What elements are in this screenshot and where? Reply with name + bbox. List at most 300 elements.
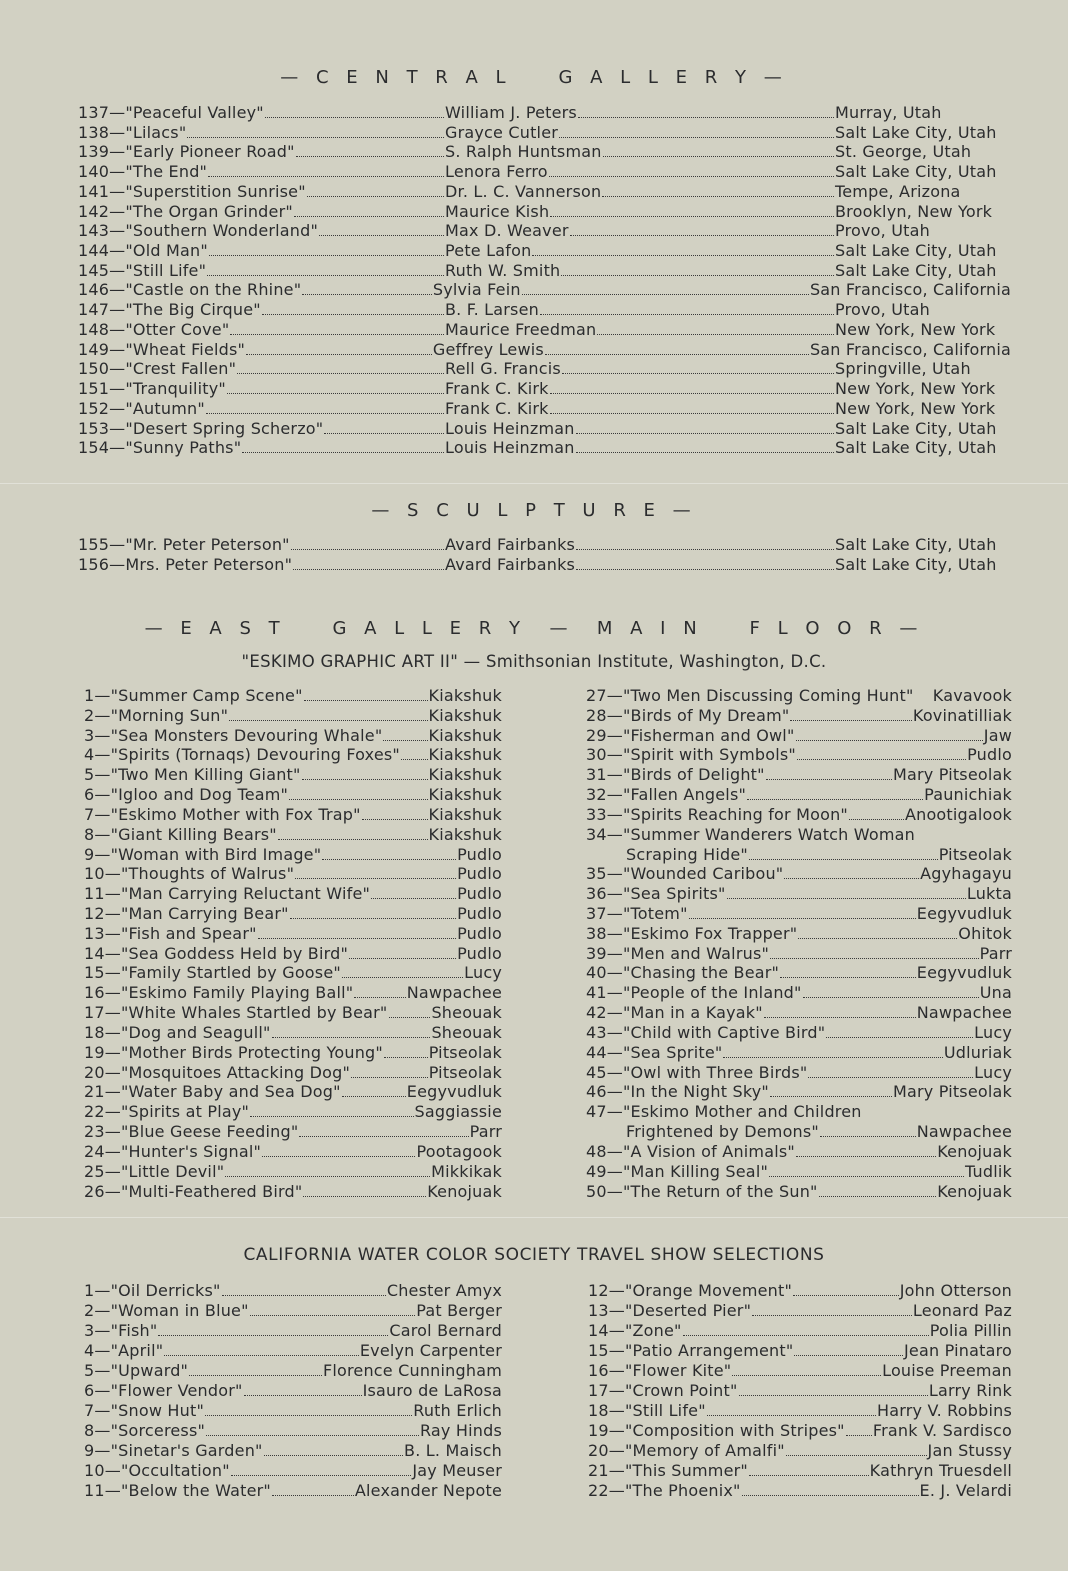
entry-place: San Francisco, California xyxy=(809,339,1011,359)
entry-artist: Avard Fairbanks xyxy=(445,535,576,554)
catalog-entry xyxy=(586,1003,1012,1023)
entry-place: Provo, Utah xyxy=(835,300,930,320)
entry-title: 1—"Summer Camp Scene" xyxy=(84,686,303,705)
dot-leader xyxy=(244,1382,362,1396)
dot-leader xyxy=(576,556,834,570)
catalog-entry xyxy=(84,706,502,726)
catalog-entry xyxy=(588,1481,1012,1501)
entry-title: 43—"Child with Captive Bird" xyxy=(586,1022,826,1042)
dot-leader xyxy=(752,1302,912,1316)
catalog-entry xyxy=(84,1162,502,1182)
entry-title: 156—Mrs. Peter Peterson" xyxy=(78,555,293,574)
catalog-entry xyxy=(78,300,1011,320)
entry-artist: Nawpachee xyxy=(916,1003,1012,1023)
central-gallery-heading: — C E N T R A L G A L L E R Y — xyxy=(280,67,788,88)
catalog-entry xyxy=(588,1341,1012,1361)
dot-leader xyxy=(206,400,444,414)
entry-artist: Pudlo xyxy=(457,904,502,924)
catalog-entry xyxy=(586,884,1012,904)
entry-artist: Tudlik xyxy=(965,1161,1012,1181)
entry-artist: B. L. Maisch xyxy=(404,1440,502,1460)
entry-artist: Ruth Erlich xyxy=(413,1400,502,1420)
dot-leader xyxy=(371,885,456,899)
entry-title: 5—"Two Men Killing Giant" xyxy=(84,765,301,785)
entry-artist: Pudlo xyxy=(967,745,1012,765)
entry-title: 7—"Snow Hut" xyxy=(84,1400,205,1420)
entry-title: 21—"This Summer" xyxy=(588,1460,748,1480)
dot-leader xyxy=(550,400,834,414)
catalog-entry xyxy=(586,745,1012,765)
entry-title: 139—"Early Pioneer Road" xyxy=(78,142,295,162)
entry-title: 3—"Sea Monsters Devouring Whale" xyxy=(84,725,383,745)
entry-place: New York, New York xyxy=(835,319,996,339)
catalog-entry xyxy=(84,1381,502,1401)
dot-leader xyxy=(389,1004,431,1018)
entry-title: 17—"Crown Point" xyxy=(588,1380,738,1400)
entry-title: 20—"Mosquitoes Attacking Dog" xyxy=(84,1062,351,1082)
catalog-entry xyxy=(84,1182,502,1202)
dot-leader xyxy=(796,727,983,741)
dot-leader xyxy=(205,1402,412,1416)
entry-artist: Kenojuak xyxy=(427,1181,502,1201)
dot-leader xyxy=(291,536,444,550)
entry-title: 35—"Wounded Caribou" xyxy=(586,864,784,884)
dot-leader xyxy=(769,1163,964,1177)
entry-title: 34—"Summer Wanderers Watch Woman xyxy=(586,824,916,844)
entry-title: Frightened by Demons" xyxy=(626,1122,819,1142)
dot-leader xyxy=(242,439,444,453)
entry-title: 148—"Otter Cove" xyxy=(78,319,230,339)
entry-artist: Carol Bernard xyxy=(389,1320,502,1340)
entry-place: Brooklyn, New York xyxy=(835,201,993,221)
catalog-entry xyxy=(588,1401,1012,1421)
entry-title: 38—"Eskimo Fox Trapper" xyxy=(586,923,798,943)
entry-title: 30—"Spirit with Symbols" xyxy=(586,745,796,765)
entry-artist: B. F. Larsen xyxy=(445,300,539,320)
dot-leader xyxy=(304,687,428,701)
entry-title: 13—"Fish and Spear" xyxy=(84,923,257,943)
entry-artist: Rell G. Francis xyxy=(445,359,561,379)
entry-title: 13—"Deserted Pier" xyxy=(588,1300,752,1320)
entry-place: Springville, Utah xyxy=(835,359,971,379)
catalog-entry xyxy=(78,280,1011,300)
entry-place: Murray, Utah xyxy=(835,103,942,122)
dot-leader xyxy=(225,1163,430,1177)
dot-leader xyxy=(603,143,834,157)
catalog-entry xyxy=(84,1401,502,1421)
dot-leader xyxy=(262,301,444,315)
entry-title: 19—"Mother Birds Protecting Young" xyxy=(84,1042,383,1062)
entry-artist: Una xyxy=(979,983,1012,1003)
entry-title: 152—"Autumn" xyxy=(78,398,205,418)
catalog-entry xyxy=(84,1281,502,1301)
catalog-entry xyxy=(78,555,1011,575)
entry-title: 45—"Owl with Three Birds" xyxy=(586,1062,808,1082)
catalog-entry xyxy=(84,1421,502,1441)
entry-artist: Leonard Paz xyxy=(912,1300,1012,1320)
entry-artist: Pootagook xyxy=(416,1141,502,1161)
entry-artist: Pudlo xyxy=(457,844,502,864)
dot-leader xyxy=(237,360,444,374)
catalog-entry xyxy=(84,1461,502,1481)
catalog-entry xyxy=(626,845,1012,865)
entry-place: Salt Lake City, Utah xyxy=(835,241,997,261)
entry-artist: Harry V. Robbins xyxy=(877,1400,1012,1420)
dot-leader xyxy=(362,806,428,820)
entry-artist: Parr xyxy=(469,1122,502,1142)
entry-title: 18—"Still Life" xyxy=(588,1400,706,1420)
dot-leader xyxy=(294,203,444,217)
entry-artist: Pitseolak xyxy=(428,1042,502,1062)
entry-title: 7—"Eskimo Mother with Fox Trap" xyxy=(84,804,361,824)
entry-artist: Louis Heinzman xyxy=(445,438,575,458)
dot-leader xyxy=(683,1322,929,1336)
entry-title: 10—"Occultation" xyxy=(84,1460,230,1480)
dot-leader xyxy=(540,301,834,315)
catalog-entry xyxy=(586,1023,1012,1043)
entry-title: 41—"People of the Inland" xyxy=(586,983,802,1003)
dot-leader xyxy=(278,826,428,840)
catalog-entry xyxy=(84,904,502,924)
dot-leader xyxy=(819,1183,937,1197)
catalog-entry xyxy=(84,1341,502,1361)
dot-leader xyxy=(324,420,444,434)
catalog-entry xyxy=(78,379,1011,399)
catalog-entry xyxy=(586,686,1012,706)
entry-title: 29—"Fisherman and Owl" xyxy=(586,725,795,745)
catalog-entry xyxy=(84,864,502,884)
entry-title: 9—"Sinetar's Garden" xyxy=(84,1440,263,1460)
entry-artist: Kavavook xyxy=(932,686,1012,705)
entry-title: 46—"In the Night Sky" xyxy=(586,1082,769,1102)
dot-leader xyxy=(797,746,966,760)
entry-title: 47—"Eskimo Mother and Children xyxy=(586,1102,862,1122)
entry-artist: Florence Cunningham xyxy=(322,1360,502,1380)
entry-title: 37—"Totem" xyxy=(586,904,688,924)
entry-title: 142—"The Organ Grinder" xyxy=(78,201,293,221)
catalog-entry xyxy=(78,438,1011,458)
entry-place: New York, New York xyxy=(835,398,996,418)
dot-leader xyxy=(383,727,427,741)
catalog-entry xyxy=(586,785,1012,805)
entry-title: 21—"Water Baby and Sea Dog" xyxy=(84,1082,341,1102)
catalog-entry xyxy=(78,399,1011,419)
entry-artist: Agyhagayu xyxy=(920,864,1012,884)
dot-leader xyxy=(222,1282,386,1296)
entry-title: 16—"Eskimo Family Playing Ball" xyxy=(84,983,354,1003)
catalog-entry xyxy=(84,1023,502,1043)
fold-line xyxy=(0,1217,1068,1218)
entry-artist: Pudlo xyxy=(457,943,502,963)
entry-artist: Sylvia Fein xyxy=(432,280,521,300)
entry-artist: Grayce Cutler xyxy=(445,122,559,142)
dot-leader xyxy=(798,925,957,939)
dot-leader xyxy=(545,341,809,355)
entry-artist: Sheouak xyxy=(431,1022,502,1042)
entry-artist: Ruth W. Smith xyxy=(445,260,561,280)
catalog-entry xyxy=(586,1063,1012,1083)
entry-title: 31—"Birds of Delight" xyxy=(586,765,765,785)
entry-title: 146—"Castle on the Rhine" xyxy=(78,280,302,300)
dot-leader xyxy=(299,1123,468,1137)
dot-leader xyxy=(349,945,456,959)
entry-artist: Dr. L. C. Vannerson xyxy=(445,181,602,201)
entry-title: 40—"Chasing the Bear" xyxy=(586,963,780,983)
entry-place: Salt Lake City, Utah xyxy=(835,438,997,458)
catalog-entry xyxy=(586,904,1012,924)
catalog-entry xyxy=(78,103,1011,123)
dot-leader xyxy=(780,964,916,978)
entry-title: 33—"Spirits Reaching for Moon" xyxy=(586,804,848,824)
entry-artist: Eegyvudluk xyxy=(916,963,1012,983)
dot-leader xyxy=(296,143,444,157)
entry-artist: Maurice Freedman xyxy=(445,319,597,339)
entry-place: New York, New York xyxy=(835,379,996,399)
entry-title: 48—"A Vision of Animals" xyxy=(586,1141,795,1161)
dot-leader xyxy=(732,1362,881,1376)
dot-leader xyxy=(794,1342,903,1356)
dot-leader xyxy=(749,1462,869,1476)
dot-leader xyxy=(322,846,456,860)
entry-title: 8—"Sorceress" xyxy=(84,1420,206,1440)
entry-title: 11—"Man Carrying Reluctant Wife" xyxy=(84,884,371,904)
entry-title: 32—"Fallen Angels" xyxy=(586,785,747,805)
catalog-entry xyxy=(84,963,502,983)
dot-leader xyxy=(207,262,444,276)
catalog-entry xyxy=(78,162,1011,182)
entry-artist: Avard Fairbanks xyxy=(445,555,576,574)
dot-leader xyxy=(272,1482,354,1496)
catalog-entry xyxy=(84,1361,502,1381)
dot-leader xyxy=(803,984,979,998)
catalog-entry xyxy=(84,1481,502,1501)
dot-leader xyxy=(576,439,834,453)
catalog-entry xyxy=(84,924,502,944)
entry-artist: E. J. Velardi xyxy=(919,1480,1012,1500)
dot-leader xyxy=(187,124,444,138)
dot-leader xyxy=(550,203,834,217)
entry-title: 155—"Mr. Peter Peterson" xyxy=(78,535,290,554)
dot-leader xyxy=(826,1024,973,1038)
entry-artist: Kovinatilliak xyxy=(912,705,1012,725)
entry-title: 145—"Still Life" xyxy=(78,260,207,280)
catalog-entry xyxy=(586,944,1012,964)
entry-title: 150—"Crest Fallen" xyxy=(78,359,237,379)
catalog-entry xyxy=(586,1082,1012,1102)
entry-artist: Larry Rink xyxy=(928,1380,1012,1400)
entry-place: Tempe, Arizona xyxy=(835,181,961,201)
catalog-entry xyxy=(84,745,502,765)
entry-artist: Ohitok xyxy=(958,923,1012,943)
catalog-entry xyxy=(84,1102,502,1122)
catalog-entry xyxy=(84,785,502,805)
entry-title: 10—"Thoughts of Walrus" xyxy=(84,864,295,884)
dot-leader xyxy=(272,1024,431,1038)
entry-artist: Jan Stussy xyxy=(927,1440,1012,1460)
entry-artist: Isauro de LaRosa xyxy=(362,1380,502,1400)
dot-leader xyxy=(808,1064,973,1078)
entry-artist: S. Ralph Huntsman xyxy=(445,142,602,162)
entry-artist: Geffrey Lewis xyxy=(432,339,544,359)
dot-leader xyxy=(707,1402,876,1416)
dot-leader xyxy=(295,865,456,879)
entry-artist: Kathryn Truesdell xyxy=(869,1460,1012,1480)
dot-leader xyxy=(264,1442,403,1456)
dot-leader xyxy=(578,104,834,118)
entry-artist: Kiakshuk xyxy=(428,824,502,844)
dot-leader xyxy=(793,1282,899,1296)
entry-title: 25—"Little Devil" xyxy=(84,1161,225,1181)
catalog-entry xyxy=(78,202,1011,222)
entry-artist: Lenora Ferro xyxy=(445,162,548,182)
entry-title: 144—"Old Man" xyxy=(78,241,208,261)
entry-artist: Jaw xyxy=(983,725,1012,745)
entry-title: 22—"The Phoenix" xyxy=(588,1480,741,1500)
dot-leader xyxy=(189,1362,322,1376)
dot-leader xyxy=(849,806,904,820)
entry-place: Salt Lake City, Utah xyxy=(835,162,997,182)
entry-artist: Paunichiak xyxy=(924,785,1012,805)
dot-leader xyxy=(307,183,444,197)
entry-title: 1—"Oil Derricks" xyxy=(84,1281,221,1300)
entry-artist: Polia Pillin xyxy=(929,1320,1012,1340)
entry-title: 20—"Memory of Amalfi" xyxy=(588,1440,785,1460)
catalog-entry xyxy=(78,419,1011,439)
entry-artist: Udluriak xyxy=(943,1042,1012,1062)
entry-title: 12—"Orange Movement" xyxy=(588,1281,793,1300)
catalog-entry xyxy=(586,726,1012,746)
entry-title: 14—"Sea Goddess Held by Bird" xyxy=(84,943,349,963)
dot-leader xyxy=(532,242,834,256)
entry-artist: Louis Heinzman xyxy=(445,418,575,438)
entry-artist: Evelyn Carpenter xyxy=(359,1340,502,1360)
catalog-entry xyxy=(84,1142,502,1162)
dot-leader xyxy=(766,766,892,780)
entry-artist: Pete Lafon xyxy=(445,241,532,261)
entry-title: 23—"Blue Geese Feeding" xyxy=(84,1122,299,1142)
entry-artist: Lucy xyxy=(974,1062,1012,1082)
dot-leader xyxy=(342,1083,406,1097)
dot-leader xyxy=(739,1382,928,1396)
dot-leader xyxy=(231,1462,412,1476)
dot-leader xyxy=(723,1044,942,1058)
dot-leader xyxy=(209,242,444,256)
entry-artist: Pitseolak xyxy=(938,844,1012,864)
dot-leader xyxy=(250,1103,413,1117)
sculpture-heading: — S C U L P T U R E — xyxy=(371,500,697,521)
entry-title: 6—"Flower Vendor" xyxy=(84,1380,243,1400)
entry-artist: Parr xyxy=(979,943,1012,963)
dot-leader xyxy=(289,786,427,800)
entry-title: 143—"Southern Wonderland" xyxy=(78,221,319,241)
entry-title: 4—"April" xyxy=(84,1340,164,1360)
entry-title: 12—"Man Carrying Bear" xyxy=(84,904,289,924)
entry-artist: Lukta xyxy=(966,884,1012,904)
california-heading: CALIFORNIA WATER COLOR SOCIETY TRAVEL SHOW SELECTIONS xyxy=(243,1245,825,1265)
entry-title: 19—"Composition with Stripes" xyxy=(588,1420,845,1440)
dot-leader xyxy=(784,865,919,879)
dot-leader xyxy=(846,1422,872,1436)
entry-title: 147—"The Big Cirque" xyxy=(78,300,261,320)
dot-leader xyxy=(293,556,444,570)
catalog-entry xyxy=(586,805,1012,825)
catalog-entry xyxy=(588,1361,1012,1381)
entry-title: 42—"Man in a Kayak" xyxy=(586,1003,763,1023)
entry-title: 2—"Morning Sun" xyxy=(84,705,229,725)
entry-title: 49—"Man Killing Seal" xyxy=(586,1161,769,1181)
east-gallery-subheading: "ESKIMO GRAPHIC ART II" — Smithsonian Institute, Washington, D.C. xyxy=(241,652,827,671)
dot-leader xyxy=(158,1322,388,1336)
catalog-entry xyxy=(84,1082,502,1102)
dot-leader xyxy=(401,746,428,760)
dot-leader xyxy=(246,341,432,355)
entry-artist: Pudlo xyxy=(457,864,502,884)
dot-leader xyxy=(354,984,405,998)
entry-artist: Frank C. Kirk xyxy=(445,398,549,418)
catalog-entry xyxy=(586,924,1012,944)
dot-leader xyxy=(576,420,834,434)
dot-leader xyxy=(384,1044,428,1058)
entry-place: Provo, Utah xyxy=(835,221,930,241)
entry-artist: Eegyvudluk xyxy=(406,1082,502,1102)
catalog-entry xyxy=(84,1063,502,1083)
entry-artist: Mary Pitseolak xyxy=(892,1082,1012,1102)
dot-leader xyxy=(290,905,456,919)
catalog-entry xyxy=(586,864,1012,884)
entry-artist: Pat Berger xyxy=(416,1300,502,1320)
catalog-entry xyxy=(586,1142,1012,1162)
dot-leader xyxy=(747,786,923,800)
catalog-entry xyxy=(588,1301,1012,1321)
entry-artist: Kiakshuk xyxy=(428,686,502,705)
entry-artist: Eegyvudluk xyxy=(916,904,1012,924)
entry-place: Salt Lake City, Utah xyxy=(835,535,997,554)
entry-title: 5—"Upward" xyxy=(84,1360,189,1380)
entry-artist: Kiakshuk xyxy=(428,765,502,785)
dot-leader xyxy=(522,281,809,295)
entry-title: 153—"Desert Spring Scherzo" xyxy=(78,418,324,438)
catalog-entry xyxy=(586,1162,1012,1182)
catalog-entry xyxy=(78,261,1011,281)
entry-artist: Kiakshuk xyxy=(428,705,502,725)
catalog-entry xyxy=(78,182,1011,202)
dot-leader xyxy=(689,905,916,919)
catalog-entry xyxy=(586,1102,862,1122)
entry-title: 151—"Tranquility" xyxy=(78,379,226,399)
fold-line xyxy=(0,483,1068,484)
dot-leader xyxy=(549,163,834,177)
entry-title: 138—"Lilacs" xyxy=(78,122,187,142)
entry-title: 14—"Zone" xyxy=(588,1320,682,1340)
entry-title: 6—"Igloo and Dog Team" xyxy=(84,785,289,805)
entry-title: 141—"Superstition Sunrise" xyxy=(78,181,306,201)
dot-leader xyxy=(576,536,834,550)
catalog-entry xyxy=(586,706,1012,726)
catalog-entry xyxy=(586,825,915,845)
dot-leader xyxy=(208,163,444,177)
entry-title: 154—"Sunny Paths" xyxy=(78,438,242,458)
entry-title: 8—"Giant Killing Bears" xyxy=(84,824,277,844)
catalog-entry xyxy=(626,1122,1012,1142)
entry-title: 26—"Multi-Feathered Bird" xyxy=(84,1181,303,1201)
entry-title: 3—"Fish" xyxy=(84,1320,158,1340)
catalog-entry xyxy=(588,1321,1012,1341)
dot-leader xyxy=(550,380,834,394)
entry-artist: Alexander Nepote xyxy=(354,1480,502,1500)
entry-title: 15—"Patio Arrangement" xyxy=(588,1340,794,1360)
dot-leader xyxy=(227,380,444,394)
entry-title: 2—"Woman in Blue" xyxy=(84,1300,249,1320)
